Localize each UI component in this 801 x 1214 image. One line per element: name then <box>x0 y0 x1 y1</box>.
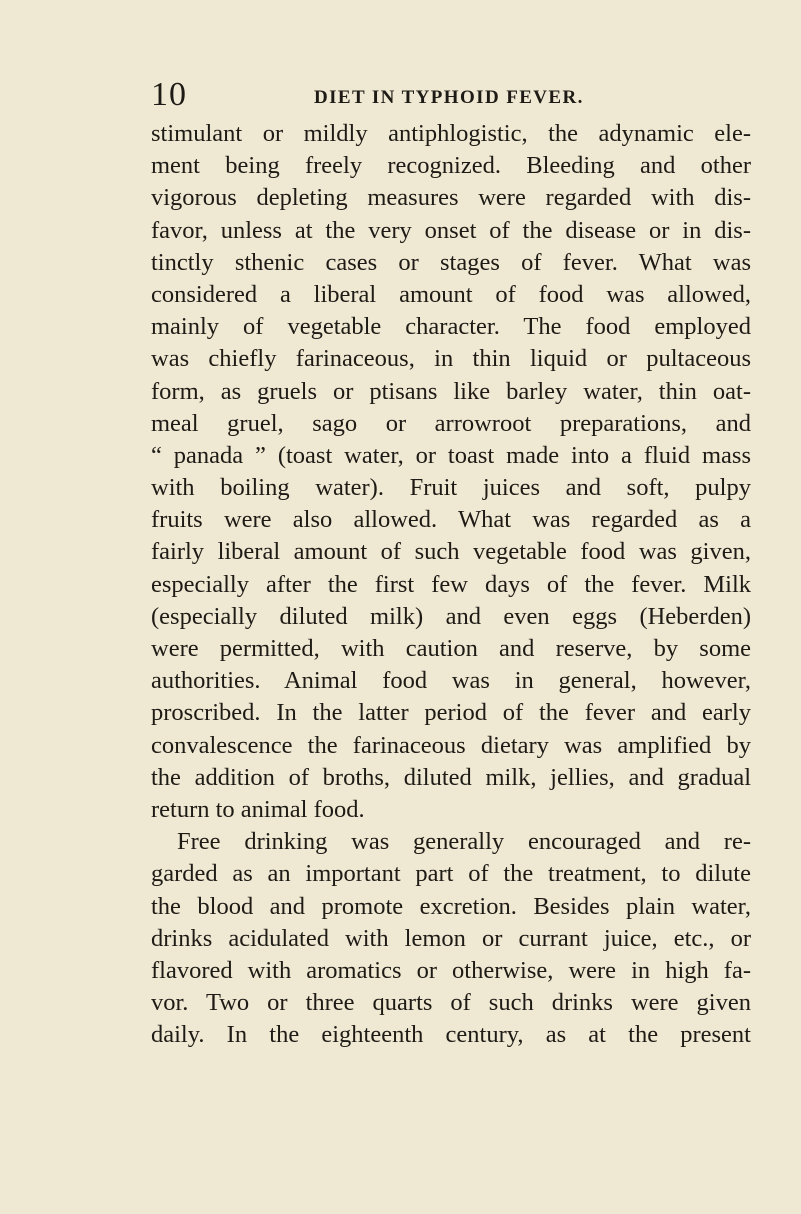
page-header <box>151 78 751 112</box>
text-line: fairly liberal amount of such vegetable food was given, <box>151 538 751 566</box>
text-line: with boiling water). Fruit juices and soft, pulpy <box>151 474 751 502</box>
text-line: considered a liberal amount of food was allowed, <box>151 280 751 308</box>
paragraph-1 <box>151 118 751 826</box>
text-line: favor, unless at the very onset of the disease or in dis- <box>151 216 751 244</box>
text-line: “ panada ” (toast water, or toast made into a fluid mass <box>151 441 751 469</box>
text-line: vor. Two or three quarts of such drinks were given <box>151 989 751 1017</box>
page-number: 10 <box>151 76 187 113</box>
text-line: were permitted, with caution and reserve, by some <box>151 635 751 662</box>
text-line: return to animal food. <box>151 795 365 823</box>
text-line: fruits were also allowed. What was regarded as a <box>151 506 751 534</box>
text-line: tinctly sthenic cases or stages of fever. What was <box>151 248 751 276</box>
text-line: drinks acidulated with lemon or currant juice, etc., or <box>151 924 751 952</box>
text-line: form, as gruels or ptisans like barley water, thin oat- <box>151 377 751 405</box>
text-line: stimulant or mildly antiphlogistic, the adynamic ele- <box>151 120 751 147</box>
text-line: flavored with aromatics or otherwise, were in high fa- <box>151 956 751 984</box>
text-line: Free drinking was generally encouraged and re- <box>177 828 751 856</box>
text-line: convalescence the farinaceous dietary was amplified by <box>151 731 751 759</box>
text-line: the addition of broths, diluted milk, jellies, and gradual <box>151 763 751 791</box>
text-line: garded as an important part of the treatment, to dilute <box>151 860 751 888</box>
text-line: authorities. Animal food was in general, however, <box>151 667 751 695</box>
running-title: DIET IN TYPHOID FEVER. <box>314 87 584 108</box>
paragraph-2 <box>151 826 751 1051</box>
text-line: was chiefly farinaceous, in thin liquid or pultaceous <box>151 345 751 373</box>
text-line: meal gruel, sago or arrowroot preparations, and <box>151 409 751 437</box>
text-line: daily. In the eighteenth century, as at the present <box>151 1021 751 1049</box>
text-line: mainly of vegetable character. The food employed <box>151 313 751 341</box>
text-line: proscribed. In the latter period of the fever and early <box>151 699 751 727</box>
body-text <box>151 118 751 1051</box>
text-line: especially after the first few days of the fever. Milk <box>151 570 751 598</box>
text-line: ment being freely recognized. Bleeding and other <box>151 152 751 180</box>
text-line: (especially diluted milk) and even eggs (Heberden) <box>151 602 751 630</box>
text-line: the blood and promote excretion. Besides plain water, <box>151 892 751 920</box>
text-line: vigorous depleting measures were regarded with dis- <box>151 184 751 212</box>
